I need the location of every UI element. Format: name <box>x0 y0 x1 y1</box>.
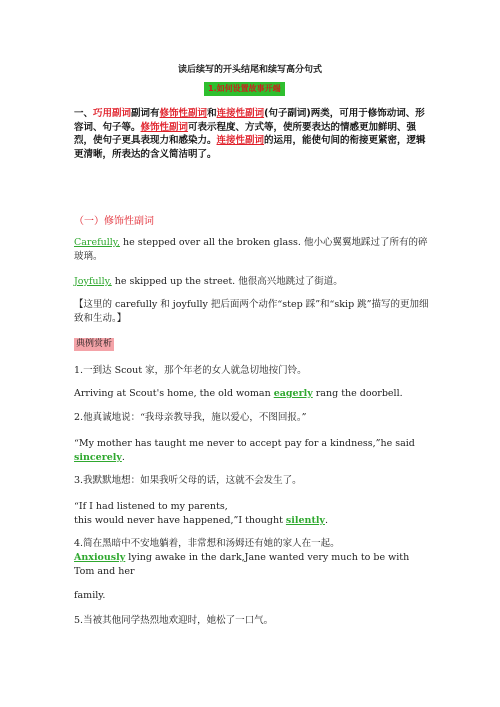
item-en-text: . <box>324 515 328 526</box>
item-en <box>74 551 430 579</box>
adverb: Anxiously <box>74 552 126 563</box>
adverb: Joyfully, <box>74 276 112 287</box>
intro-text: 一、 <box>74 108 94 119</box>
subsection-heading: （一）修饰性副词 <box>74 216 154 227</box>
example-badge: 典例赏析 <box>76 339 113 349</box>
item-en-text: this would never have happened,”I thought <box>74 515 286 526</box>
intro-term: 连接性副词 <box>216 108 265 119</box>
intro-text: 可表示程度、方式等，使所要表达的情感更加鲜明、强烈，使句子更具表现力和感染力。 <box>74 121 417 146</box>
page-title: 读后续写的开头结尾和续写高分句式 <box>177 65 322 75</box>
item-en <box>74 500 430 528</box>
intro-text: 的运用，能使句间的衔接更紧密，逻辑更清晰，所表达的含义简洁明了。 <box>74 135 426 160</box>
intro-paragraph <box>74 107 430 161</box>
section-tag: 1.如何设置故事开端 <box>204 82 285 96</box>
item-en <box>74 387 430 401</box>
item-en-text: “If I had listened to my parents, <box>74 501 228 512</box>
adverb: sincerely <box>74 452 122 463</box>
note-paragraph: 【这里的 carefully 和 joyfully 把后面两个动作“step 踩”和“skip 跳”描写的更加细致和生动。】 <box>74 299 429 324</box>
adverb: silently <box>285 515 325 526</box>
item-en-text: rang the doorbell. <box>312 388 403 399</box>
item-en-text: Arriving at Scout's home, the old woman <box>74 388 274 399</box>
intro-term: 连接性副词 <box>216 135 265 146</box>
intro-highlight: 巧用副词 <box>93 108 132 119</box>
intro-term: 修饰性副词 <box>159 108 208 119</box>
example-sentence <box>74 236 430 264</box>
example-text: he stepped over all the broken glass. 他小心翼翼地踩过了所有的碎玻璃。 <box>74 237 428 262</box>
intro-term: 修饰性副词 <box>140 121 189 133</box>
item-en: family. <box>74 590 106 601</box>
adverb: eagerly <box>273 388 313 399</box>
example-sentence <box>74 275 430 289</box>
item-cn: 3.我默默地想：如果我听父母的话，这就不会发生了。 <box>74 475 302 486</box>
item-cn: 5.当被其他同学热烈地欢迎时，她松了一口气。 <box>74 615 274 626</box>
item-en-text: lying awake in the dark,Jane wanted very much to be with Tom and her <box>74 552 410 577</box>
intro-text: (句子副词)两类，可用于修饰动词、形容词、句子等。 <box>74 108 425 133</box>
adverb: Carefully, <box>74 237 120 248</box>
item-en-text: “My mother has taught me never to accept pay for a kindness,”he said <box>74 438 415 449</box>
item-en-text: . <box>121 452 125 463</box>
intro-text: 副词有 <box>131 108 160 119</box>
intro-text: 和 <box>207 108 217 119</box>
item-cn: 2.他真诚地说：“我母亲教导我，施以爱心，不图回报。” <box>74 412 307 423</box>
item-cn: 1.一到达 Scout 家，那个年老的女人就急切地按门铃。 <box>74 365 307 376</box>
item-en <box>74 437 430 465</box>
example-text: he skipped up the street. 他很高兴地跳过了街道。 <box>111 276 343 287</box>
item-cn: 4.简在黑暗中不安地躺着，非常想和汤姆还有她的家人在一起。 <box>74 538 340 549</box>
